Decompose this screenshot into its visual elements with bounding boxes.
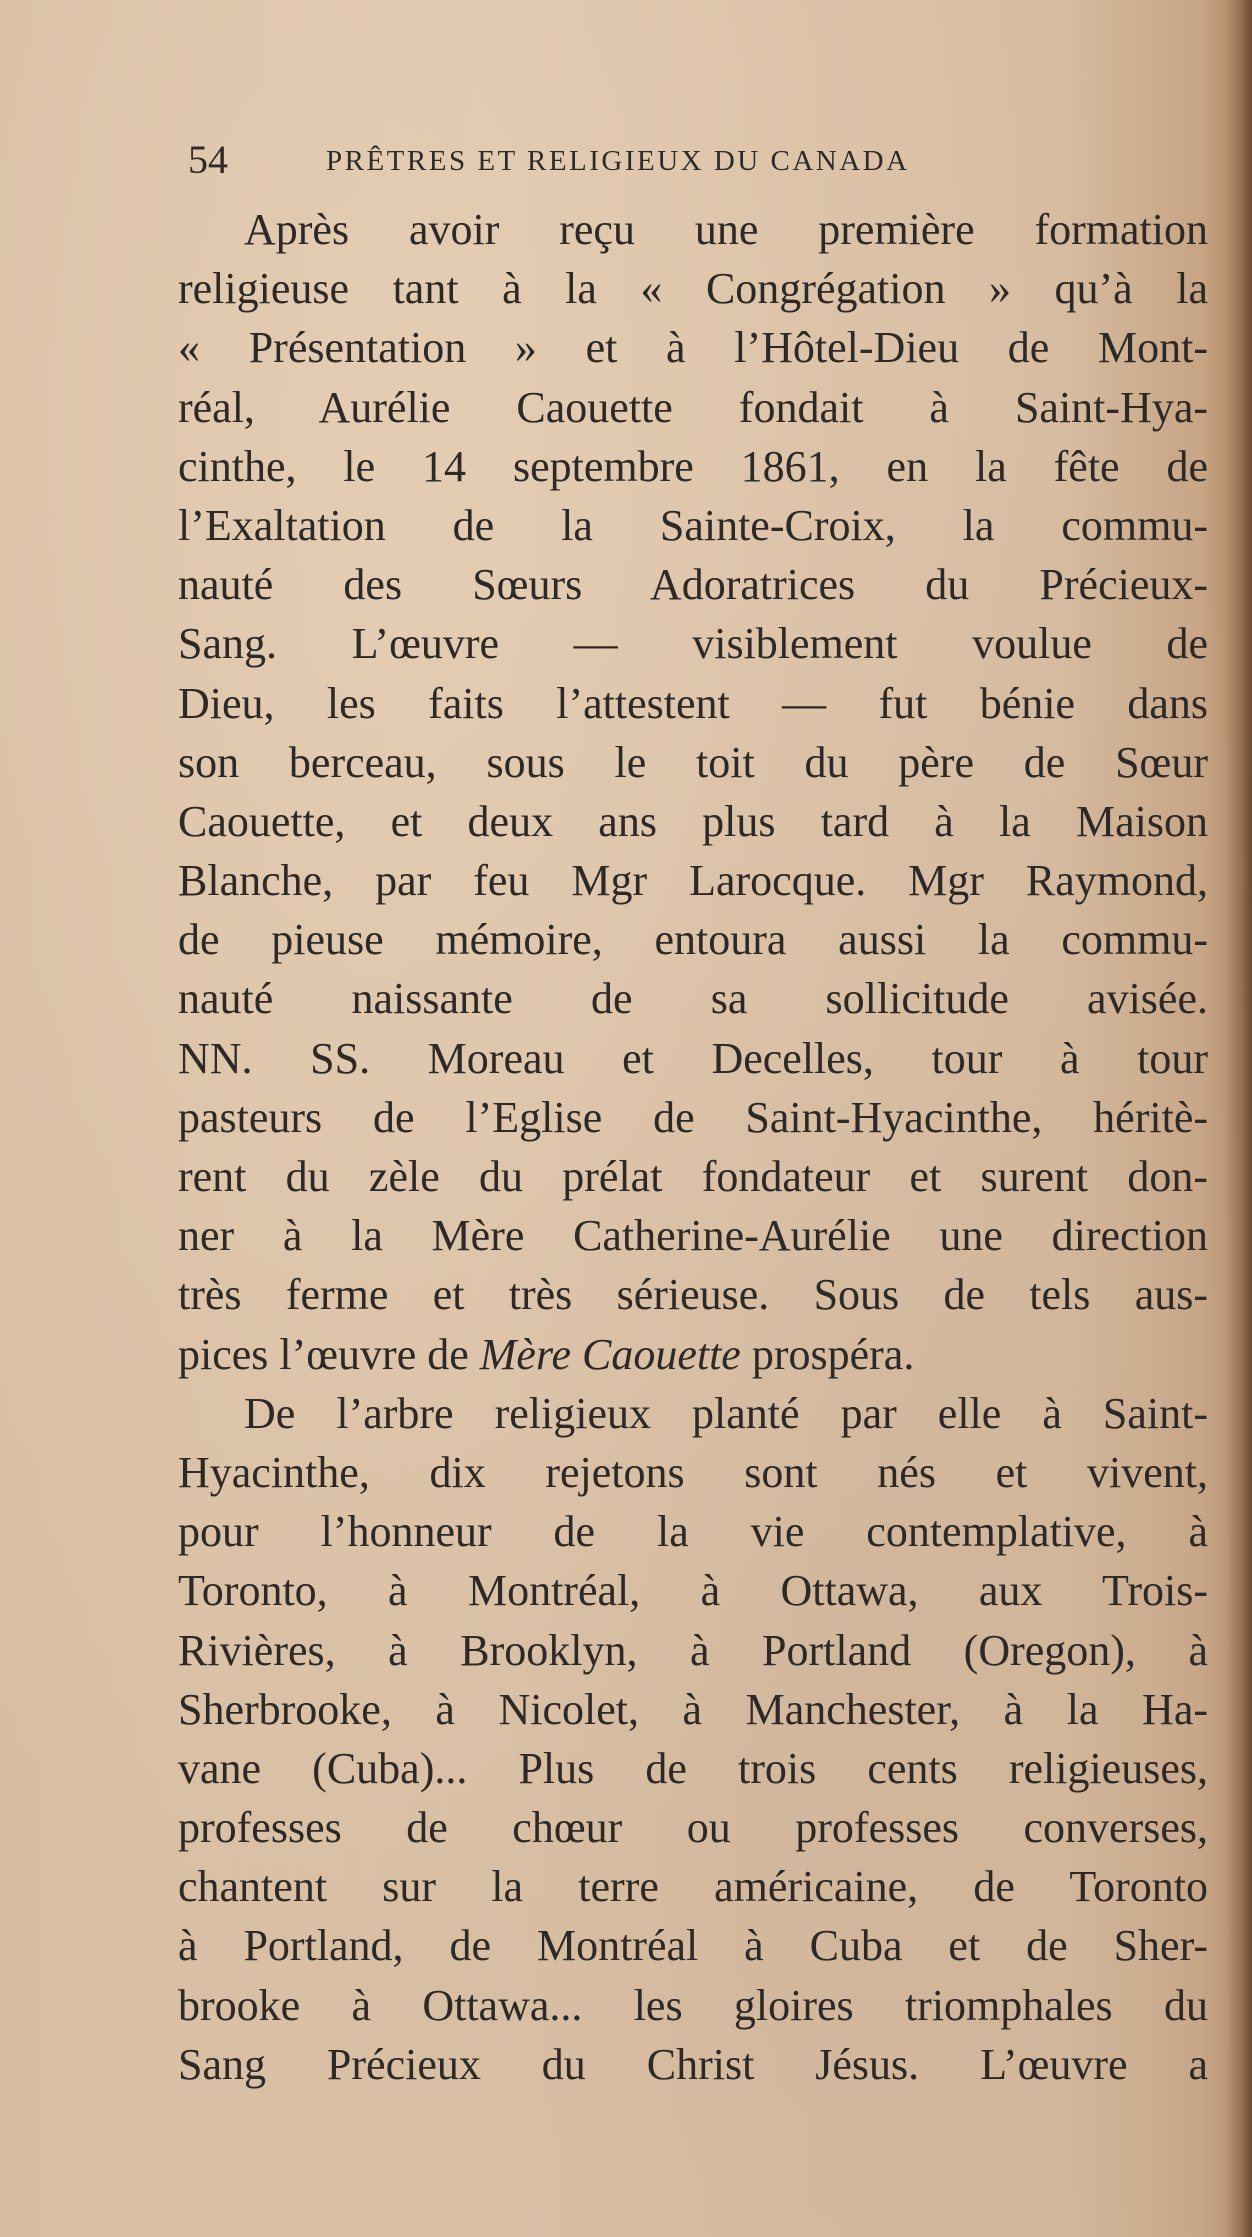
text-line: Après avoir reçu une première formation <box>244 205 1208 254</box>
text-line: NN. SS. Moreau et Decelles, tour à tour <box>178 1033 1208 1083</box>
italic-name: Mère Caouette <box>479 1329 741 1379</box>
text-line: « Présentation » et à l’Hôtel-Dieu de Mont- <box>178 323 1208 373</box>
text-line: Sang. L’œuvre — visiblement voulue de <box>178 619 1208 669</box>
text-line: Hyacinthe, dix rejetons sont nés et vivent, <box>178 1447 1208 1497</box>
text-line: chantent sur la terre américaine, de Toronto <box>178 1862 1208 1912</box>
text-line: ner à la Mère Catherine-Aurélie une direction <box>178 1211 1208 1261</box>
text-line: Toronto, à Montréal, à Ottawa, aux Trois- <box>178 1566 1208 1616</box>
text-line: pour l’honneur de la vie contemplative, à <box>178 1507 1208 1557</box>
text-line: pasteurs de l’Eglise de Saint-Hyacinthe, héritè- <box>178 1092 1208 1142</box>
text-line: de pieuse mémoire, entoura aussi la commu- <box>178 915 1208 965</box>
text-line: nauté naissante de sa sollicitude avisée. <box>178 974 1208 1024</box>
page-number: 54 <box>188 137 228 182</box>
text-line: cinthe, le 14 septembre 1861, en la fête de <box>178 441 1208 491</box>
text-line: rent du zèle du prélat fondateur et surent don- <box>178 1152 1208 1201</box>
text-line: réal, Aurélie Caouette fondait à Saint-Hya- <box>178 382 1208 432</box>
text-line: Rivières, à Brooklyn, à Portland (Oregon), à <box>178 1625 1208 1675</box>
text-run: prospéra. <box>740 1329 915 1379</box>
text-line: Sang Précieux du Christ Jésus. L’œuvre a <box>178 2039 1208 2089</box>
page-header <box>188 135 1198 185</box>
text-line <box>178 1325 1208 1384</box>
text-line: De l’arbre religieux planté par elle à Saint- <box>244 1388 1208 1438</box>
text-line: l’Exaltation de la Sainte-Croix, la commu- <box>178 500 1208 550</box>
text-line: Blanche, par feu Mgr Larocque. Mgr Raymond, <box>178 856 1208 906</box>
text-line: Dieu, les faits l’attestent — fut bénie dans <box>178 678 1208 728</box>
text-line: brooke à Ottawa... les gloires triomphales du <box>178 1980 1208 2030</box>
text-line: vane (Cuba)... Plus de trois cents religieuses, <box>178 1743 1208 1793</box>
text-run: pices l’œuvre de <box>178 1329 480 1379</box>
text-line: Sherbrooke, à Nicolet, à Manchester, à la Ha- <box>178 1684 1208 1734</box>
text-line: nauté des Sœurs Adoratrices du Précieux- <box>178 560 1208 610</box>
text-line: très ferme et très sérieuse. Sous de tels aus- <box>178 1270 1208 1320</box>
text-line: Caouette, et deux ans plus tard à la Maison <box>178 796 1208 846</box>
text-line: son berceau, sous le toit du père de Sœur <box>178 737 1208 787</box>
page-edge-shadow <box>1226 0 1252 2237</box>
text-line: religieuse tant à la « Congrégation » qu’à la <box>178 264 1208 314</box>
body-text <box>178 200 1208 2094</box>
text-line: à Portland, de Montréal à Cuba et de Sher- <box>178 1921 1208 1971</box>
running-head: PRÊTRES ET RELIGIEUX DU CANADA <box>326 145 910 177</box>
text-line: professes de chœur ou professes converses, <box>178 1803 1208 1853</box>
